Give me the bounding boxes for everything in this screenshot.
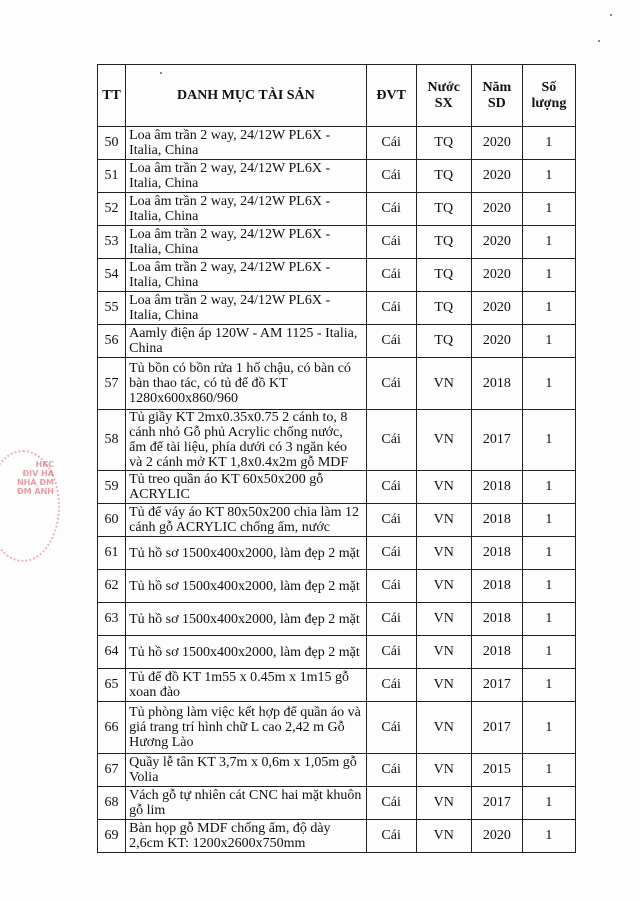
asset-name-cell: Tủ để váy áo KT 80x50x200 chia làm 12 cánh gỗ ACRYLIC chống ẩm, nước bbox=[126, 504, 367, 537]
year-cell: 2017 bbox=[471, 410, 522, 471]
unit-cell: Cái bbox=[366, 820, 416, 853]
quantity-cell: 1 bbox=[522, 636, 575, 669]
row-number-cell: 55 bbox=[98, 292, 126, 325]
quantity-cell: 1 bbox=[522, 259, 575, 292]
table-row bbox=[98, 160, 576, 193]
row-number-cell: 68 bbox=[98, 787, 126, 820]
row-number-cell: 67 bbox=[98, 754, 126, 787]
table-row bbox=[98, 193, 576, 226]
row-number-cell: 52 bbox=[98, 193, 126, 226]
year-cell: 2020 bbox=[471, 193, 522, 226]
row-number-cell: 61 bbox=[98, 537, 126, 570]
unit-cell: Cái bbox=[366, 570, 416, 603]
row-number-cell: 51 bbox=[98, 160, 126, 193]
unit-cell: Cái bbox=[366, 537, 416, 570]
quantity-cell: 1 bbox=[522, 702, 575, 754]
year-cell: 2020 bbox=[471, 325, 522, 358]
unit-cell: Cái bbox=[366, 787, 416, 820]
asset-name-cell: Tủ hồ sơ 1500x400x2000, làm đẹp 2 mặt bbox=[126, 603, 367, 636]
country-cell: VN bbox=[416, 603, 471, 636]
country-cell: TQ bbox=[416, 292, 471, 325]
year-cell: 2018 bbox=[471, 471, 522, 504]
unit-cell: Cái bbox=[366, 292, 416, 325]
year-cell: 2018 bbox=[471, 358, 522, 410]
table-row bbox=[98, 504, 576, 537]
table-header-row bbox=[98, 65, 576, 127]
asset-name-cell: Loa âm trần 2 way, 24/12W PL6X - Italia, China bbox=[126, 292, 367, 325]
asset-name-cell: Aamly điện áp 120W - AM 1125 - Italia, China bbox=[126, 325, 367, 358]
quantity-cell: 1 bbox=[522, 358, 575, 410]
row-number-cell: 60 bbox=[98, 504, 126, 537]
asset-name-cell: Tủ hồ sơ 1500x400x2000, làm đẹp 2 mặt bbox=[126, 636, 367, 669]
table-row bbox=[98, 292, 576, 325]
country-cell: VN bbox=[416, 570, 471, 603]
unit-cell: Cái bbox=[366, 636, 416, 669]
year-cell: 2017 bbox=[471, 787, 522, 820]
row-number-cell: 69 bbox=[98, 820, 126, 853]
table-row bbox=[98, 358, 576, 410]
row-number-cell: 54 bbox=[98, 259, 126, 292]
unit-cell: Cái bbox=[366, 669, 416, 702]
asset-name-cell: Loa âm trần 2 way, 24/12W PL6X - Italia, China bbox=[126, 127, 367, 160]
asset-name-cell: Tủ treo quần áo KT 60x50x200 gỗ ACRYLIC bbox=[126, 471, 367, 504]
quantity-cell: 1 bbox=[522, 603, 575, 636]
unit-cell: Cái bbox=[366, 127, 416, 160]
year-cell: 2018 bbox=[471, 537, 522, 570]
header-country: Nước SX bbox=[416, 65, 471, 127]
year-cell: 2020 bbox=[471, 160, 522, 193]
quantity-cell: 1 bbox=[522, 325, 575, 358]
year-cell: 2017 bbox=[471, 669, 522, 702]
scan-speck bbox=[610, 14, 612, 16]
asset-name-cell: Tủ hồ sơ 1500x400x2000, làm đẹp 2 mặt bbox=[126, 537, 367, 570]
table-row bbox=[98, 325, 576, 358]
year-cell: 2020 bbox=[471, 226, 522, 259]
year-cell: 2020 bbox=[471, 259, 522, 292]
asset-name-cell: Tủ phòng làm việc kết hợp để quần áo và giá trang trí hình chữ L cao 2,42 m Gỗ Hương Lào bbox=[126, 702, 367, 754]
asset-name-cell: Vách gỗ tự nhiên cát CNC hai mặt khuôn gỗ lim bbox=[126, 787, 367, 820]
country-cell: VN bbox=[416, 636, 471, 669]
country-cell: VN bbox=[416, 537, 471, 570]
country-cell: TQ bbox=[416, 325, 471, 358]
table-row bbox=[98, 471, 576, 504]
row-number-cell: 64 bbox=[98, 636, 126, 669]
unit-cell: Cái bbox=[366, 226, 416, 259]
asset-name-cell: Tủ giầy KT 2mx0.35x0.75 2 cánh to, 8 cánh nhỏ Gỗ phủ Acrylic chống nước, ẩm để tài liệu, phía dưới có 3 ngăn kéo và 2 cánh mở KT 1,8x0.4x2m gỗ MDF bbox=[126, 410, 367, 471]
table-row bbox=[98, 754, 576, 787]
table-row bbox=[98, 820, 576, 853]
unit-cell: Cái bbox=[366, 193, 416, 226]
year-cell: 2018 bbox=[471, 636, 522, 669]
asset-name-cell: Loa âm trần 2 way, 24/12W PL6X - Italia, China bbox=[126, 226, 367, 259]
quantity-cell: 1 bbox=[522, 669, 575, 702]
scan-speck bbox=[598, 40, 600, 42]
header-year: Năm SD bbox=[471, 65, 522, 127]
table-row bbox=[98, 636, 576, 669]
country-cell: TQ bbox=[416, 193, 471, 226]
quantity-cell: 1 bbox=[522, 160, 575, 193]
unit-cell: Cái bbox=[366, 603, 416, 636]
asset-name-cell: Loa âm trần 2 way, 24/12W PL6X - Italia, China bbox=[126, 193, 367, 226]
country-cell: VN bbox=[416, 820, 471, 853]
unit-cell: Cái bbox=[366, 325, 416, 358]
table-row bbox=[98, 669, 576, 702]
country-cell: TQ bbox=[416, 226, 471, 259]
row-number-cell: 58 bbox=[98, 410, 126, 471]
unit-cell: Cái bbox=[366, 471, 416, 504]
row-number-cell: 57 bbox=[98, 358, 126, 410]
asset-name-cell: Tủ để đồ KT 1m55 x 0.45m x 1m15 gỗ xoan đào bbox=[126, 669, 367, 702]
asset-name-cell: Tủ bồn có bồn rửa 1 hố chậu, có bàn có bàn thao tác, có tủ để đồ KT 1280x600x860/960 bbox=[126, 358, 367, 410]
table-row bbox=[98, 537, 576, 570]
asset-table bbox=[97, 64, 576, 853]
unit-cell: Cái bbox=[366, 160, 416, 193]
country-cell: VN bbox=[416, 787, 471, 820]
header-quantity: Số lượng bbox=[522, 65, 575, 127]
quantity-cell: 1 bbox=[522, 127, 575, 160]
header-asset-name: DANH MỤC TÀI SẢN bbox=[126, 65, 367, 127]
unit-cell: Cái bbox=[366, 504, 416, 537]
quantity-cell: 1 bbox=[522, 570, 575, 603]
header-unit: ĐVT bbox=[366, 65, 416, 127]
table-row bbox=[98, 410, 576, 471]
row-number-cell: 59 bbox=[98, 471, 126, 504]
year-cell: 2018 bbox=[471, 603, 522, 636]
table-row bbox=[98, 603, 576, 636]
year-cell: 2018 bbox=[471, 504, 522, 537]
quantity-cell: 1 bbox=[522, 787, 575, 820]
quantity-cell: 1 bbox=[522, 754, 575, 787]
red-stamp-seal: HKC ĐIV HA NHÀ ĐM ĐM ẢNH bbox=[0, 450, 60, 562]
year-cell: 2020 bbox=[471, 820, 522, 853]
country-cell: TQ bbox=[416, 259, 471, 292]
year-cell: 2020 bbox=[471, 127, 522, 160]
year-cell: 2020 bbox=[471, 292, 522, 325]
year-cell: 2017 bbox=[471, 702, 522, 754]
unit-cell: Cái bbox=[366, 754, 416, 787]
country-cell: VN bbox=[416, 504, 471, 537]
asset-name-cell: Loa âm trần 2 way, 24/12W PL6X - Italia, China bbox=[126, 259, 367, 292]
header-tt: TT bbox=[98, 65, 126, 127]
unit-cell: Cái bbox=[366, 358, 416, 410]
asset-name-cell: Quầy lễ tân KT 3,7m x 0,6m x 1,05m gỗ Volia bbox=[126, 754, 367, 787]
unit-cell: Cái bbox=[366, 259, 416, 292]
asset-name-cell: Loa âm trần 2 way, 24/12W PL6X - Italia, China bbox=[126, 160, 367, 193]
unit-cell: Cái bbox=[366, 410, 416, 471]
scan-speck bbox=[160, 72, 162, 74]
quantity-cell: 1 bbox=[522, 471, 575, 504]
quantity-cell: 1 bbox=[522, 193, 575, 226]
quantity-cell: 1 bbox=[522, 537, 575, 570]
country-cell: VN bbox=[416, 471, 471, 504]
table-row bbox=[98, 570, 576, 603]
table-row bbox=[98, 226, 576, 259]
row-number-cell: 62 bbox=[98, 570, 126, 603]
quantity-cell: 1 bbox=[522, 820, 575, 853]
table-row bbox=[98, 787, 576, 820]
country-cell: TQ bbox=[416, 127, 471, 160]
table-row bbox=[98, 702, 576, 754]
country-cell: VN bbox=[416, 669, 471, 702]
table-row bbox=[98, 127, 576, 160]
country-cell: TQ bbox=[416, 160, 471, 193]
row-number-cell: 65 bbox=[98, 669, 126, 702]
year-cell: 2015 bbox=[471, 754, 522, 787]
country-cell: VN bbox=[416, 410, 471, 471]
quantity-cell: 1 bbox=[522, 226, 575, 259]
row-number-cell: 53 bbox=[98, 226, 126, 259]
quantity-cell: 1 bbox=[522, 504, 575, 537]
asset-name-cell: Tủ hồ sơ 1500x400x2000, làm đẹp 2 mặt bbox=[126, 570, 367, 603]
quantity-cell: 1 bbox=[522, 410, 575, 471]
row-number-cell: 50 bbox=[98, 127, 126, 160]
row-number-cell: 56 bbox=[98, 325, 126, 358]
quantity-cell: 1 bbox=[522, 292, 575, 325]
table-row bbox=[98, 259, 576, 292]
asset-name-cell: Bàn họp gỗ MDF chống ẩm, độ dày 2,6cm KT: 1200x2600x750mm bbox=[126, 820, 367, 853]
year-cell: 2018 bbox=[471, 570, 522, 603]
row-number-cell: 66 bbox=[98, 702, 126, 754]
row-number-cell: 63 bbox=[98, 603, 126, 636]
country-cell: VN bbox=[416, 702, 471, 754]
country-cell: VN bbox=[416, 754, 471, 787]
unit-cell: Cái bbox=[366, 702, 416, 754]
country-cell: VN bbox=[416, 358, 471, 410]
